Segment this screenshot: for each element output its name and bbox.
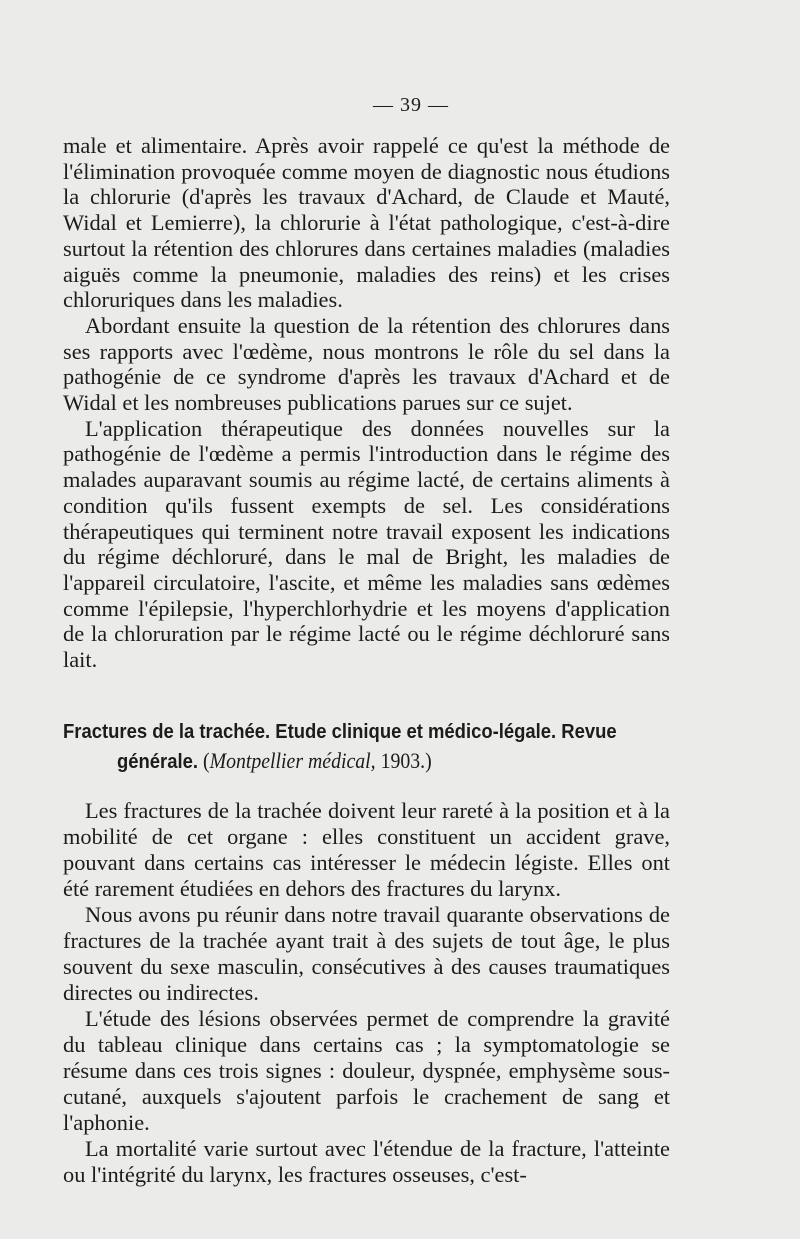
- paragraph-7: La mortalité varie surtout avec l'étendue de la fracture, l'atteinte ou l'intégrité du larynx, les fractures osseuses, c'est-: [63, 1135, 670, 1187]
- heading-line-2: [63, 746, 669, 776]
- paragraph-2: Abordant ensuite la question de la rétention des chlorures dans ses rapports avec l'œdème, nous montrons le rôle du sel dans la pathogénie de ce syndrome d'après les travaux d'Achard et de Widal et les nombreuses publications parues sur ce sujet.: [63, 312, 670, 416]
- citation: [198, 748, 432, 773]
- page-body: [63, 133, 670, 1188]
- section-fractures-trachee: [63, 798, 670, 1188]
- heading-generale: générale.: [117, 749, 199, 773]
- paragraph-6: L'étude des lésions observées permet de comprendre la gravité du tableau clinique dans certains cas ; la symptomatologie se résume dans ces trois signes : douleur, dyspnée, emphysème sous-cutané, auxquels s'ajoutent parfois le crachement de sang et l'aphonie.: [63, 1005, 670, 1135]
- paragraph-1: male et alimentaire. Après avoir rappelé ce qu'est la méthode de l'élimination provoquée comme moyen de diagnostic nous étudions la chlorurie (d'après les travaux d'Achard, de Claude et Mauté, Widal et Lemierre), la chlorurie à l'état pathologique, c'est-à-dire surtout la rétention des chlorures dans certaines maladies (maladies aiguës comme la pneumonie, maladies des reins) et les crises chloruriques dans les maladies.: [63, 133, 670, 313]
- section-heading: [63, 717, 669, 776]
- citation-open: (: [198, 747, 210, 773]
- citation-journal: Montpellier médical,: [209, 747, 376, 773]
- citation-year: 1903.): [375, 747, 432, 773]
- section-continuation: [63, 133, 670, 673]
- heading-line-1: Fractures de la trachée. Etude clinique et médico-légale. Revue: [63, 719, 617, 743]
- page-number: — 39 —: [373, 94, 449, 116]
- paragraph-5: Nous avons pu réunir dans notre travail quarante observations de fractures de la trachée ayant trait à des sujets de tout âge, le plus souvent du sexe masculin, consécutives à des causes traumatiques directes ou indirectes.: [63, 901, 670, 1005]
- paragraph-3: L'application thérapeutique des données nouvelles sur la pathogénie de l'œdème a permis l'introduction dans le régime des malades auparavant soumis au régime lacté, de certains aliments à condition qu'ils fussent exempts de sel. Les considérations thérapeutiques qui terminent notre travail exposent les indications du régime déchloruré, dans le mal de Bright, les maladies de l'appareil circulatoire, l'ascite, et même les maladies sans œdèmes comme l'épilepsie, l'hyperchlorhydrie et les moyens d'application de la chloruration par le régime lacté ou le régime déchloruré sans lait.: [63, 415, 670, 673]
- paragraph-4: Les fractures de la trachée doivent leur rareté à la position et à la mobilité de cet organe : elles constituent un accident grave, pouvant dans certains cas intéresser le médecin légiste. Elles ont été rarement étudiées en dehors des fractures du larynx.: [63, 797, 670, 901]
